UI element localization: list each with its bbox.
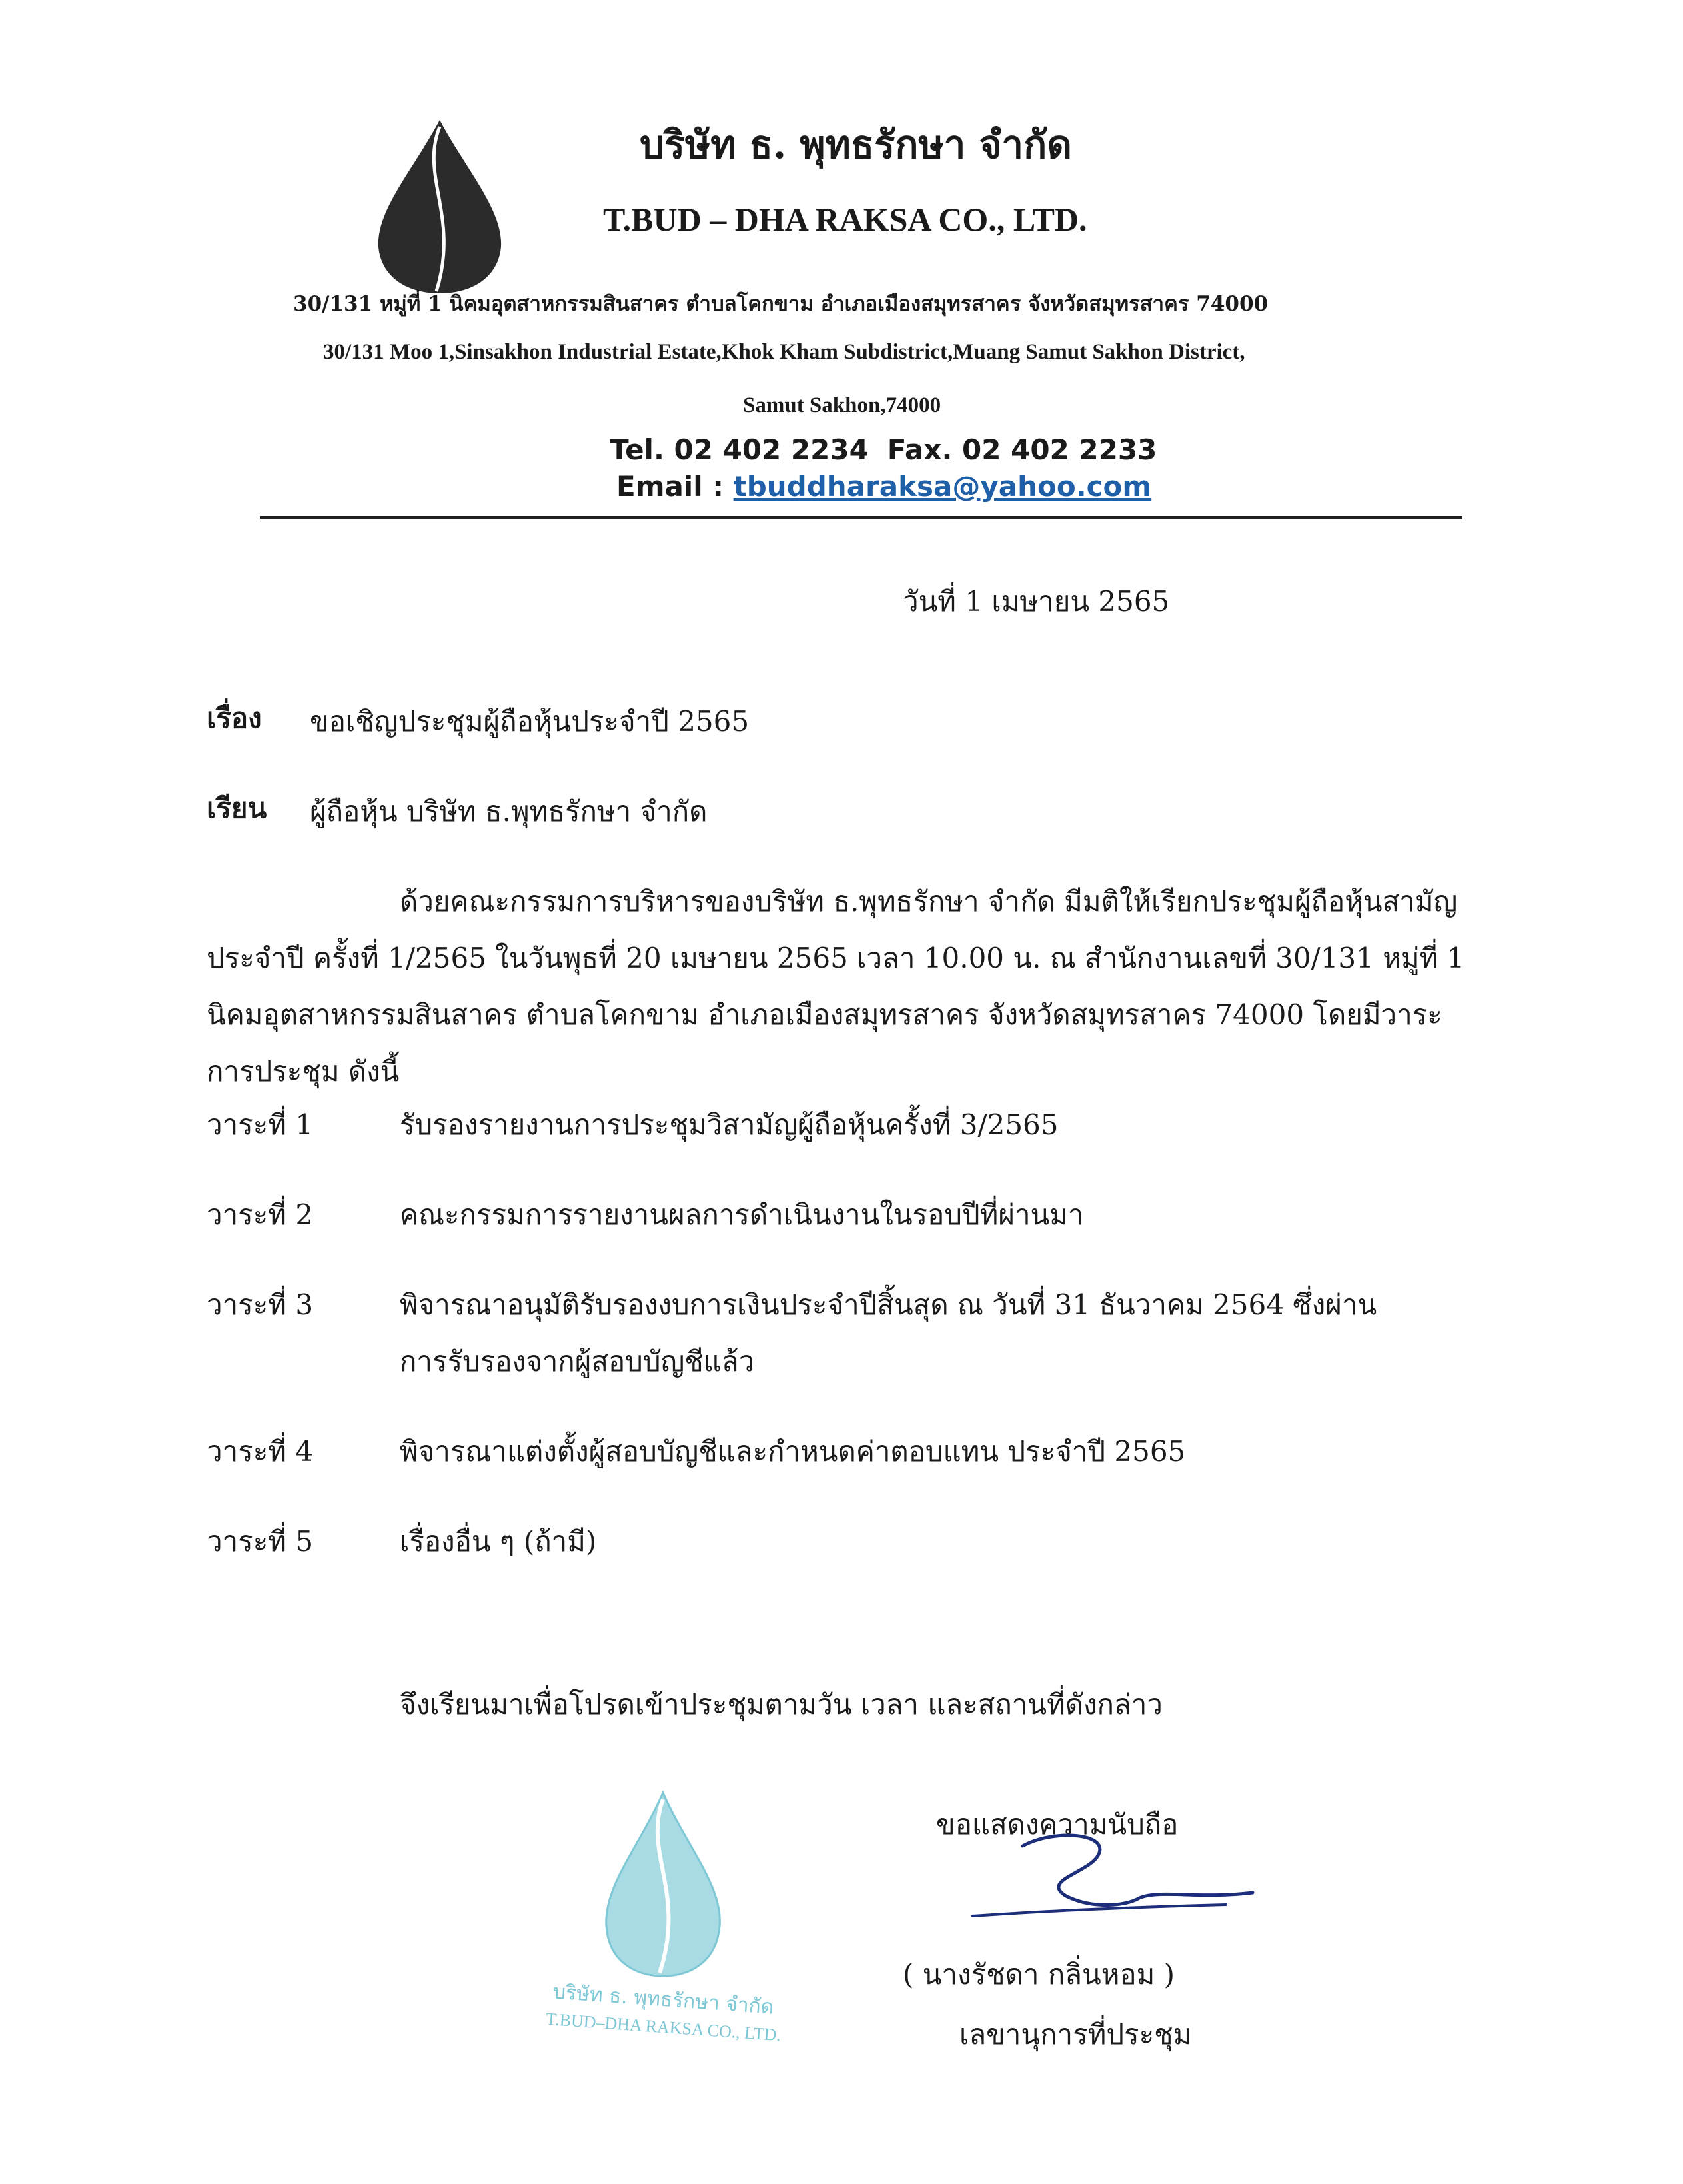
stamp-text-th: บริษัท ธ. พุทธรักษา จำกัด [552, 1980, 775, 2019]
agenda-text: คณะกรรมการรายงานผลการดำเนินงานในรอบปีที่ผ่านมา [400, 1198, 1084, 1231]
email-link[interactable]: tbuddharaksa@yahoo.com [733, 470, 1152, 503]
closing-text: จึงเรียนมาเพื่อโปรดเข้าประชุมตามวัน เวลา และสถานที่ดังกล่าว [400, 1688, 1163, 1721]
regards-text: ขอแสดงความนับถือ [936, 1808, 1179, 1841]
agenda-text: พิจารณาอนุมัติรับรองงบการเงินประจำปีสิ้นสุด ณ วันที่ 31 ธันวาคม 2564 ซึ่งผ่าน [400, 1288, 1377, 1321]
agenda-text: พิจารณาแต่งตั้งผู้สอบบัญชีและกำหนดค่าตอบแทน ประจำปี 2565 [400, 1435, 1186, 1468]
letterhead-divider [260, 516, 1462, 519]
handwritten-signature-icon [959, 1826, 1259, 1939]
recipient-label: เรียน [207, 792, 267, 824]
agenda-text: รับรองรายงานการประชุมวิสามัญผู้ถือหุ้นครั้งที่ 3/2565 [400, 1108, 1059, 1141]
signer-name: ( นางรัชดา กลิ่นหอม ) [903, 1958, 1175, 1991]
letter-date: วันที่ 1 เมษายน 2565 [903, 585, 1170, 618]
agenda-text-continued: การรับรองจากผู้สอบบัญชีแล้ว [400, 1345, 755, 1378]
address-th: 30/131 หมู่ที่ 1 นิคมอุตสาหกรรมสินสาคร ตำบลโคกขาม อำเภอเมืองสมุทรสาคร จังหวัดสมุทรสาคร 74000 [293, 292, 1269, 316]
address-en-line1: 30/131 Moo 1,Sinsakhon Industrial Estate,Khok Kham Subdistrict,Muang Samut Sakhon District, [323, 340, 1245, 364]
body-line: ประจำปี ครั้งที่ 1/2565 ในวันพุธที่ 20 เมษายน 2565 เวลา 10.00 น. ณ สำนักงานเลขที่ 30/131 หมู่ที่ 1 [207, 942, 1465, 974]
company-name-en: T.BUD – DHA RAKSA CO., LTD. [603, 201, 1087, 238]
body-line: ด้วยคณะกรรมการบริหารของบริษัท ธ.พุทธรักษา จำกัด มีมติให้เรียกประชุมผู้ถือหุ้นสามัญ [400, 885, 1458, 918]
agenda-text: เรื่องอื่น ๆ (ถ้ามี) [400, 1525, 597, 1558]
company-name-th: บริษัท ธ. พุทธรักษา จำกัด [640, 122, 1072, 167]
subject-text: ขอเชิญประชุมผู้ถือหุ้นประจำปี 2565 [310, 705, 750, 738]
body-line: นิคมอุตสาหกรรมสินสาคร ตำบลโคกขาม อำเภอเมืองสมุทรสาคร จังหวัดสมุทรสาคร 74000 โดยมีวาระ [207, 998, 1442, 1031]
agenda-number: วาระที่ 1 [207, 1108, 314, 1141]
agenda-number: วาระที่ 5 [207, 1525, 314, 1558]
agenda-number: วาระที่ 2 [207, 1198, 314, 1231]
contact-email-line [616, 470, 1151, 503]
contact-phone-line [610, 433, 1175, 466]
water-drop-logo-icon [373, 117, 506, 297]
agenda-number: วาระที่ 4 [207, 1435, 314, 1468]
subject-label: เรื่อง [207, 702, 262, 734]
address-en-line2: Samut Sakhon,74000 [743, 393, 941, 417]
signer-position: เลขานุการที่ประชุม [959, 2018, 1192, 2051]
company-stamp-icon [520, 1773, 800, 2053]
fax-number: Fax. 02 402 2233 [887, 433, 1157, 466]
body-line: การประชุม ดังนี้ [207, 1055, 400, 1088]
recipient-text: ผู้ถือหุ้น บริษัท ธ.พุทธรักษา จำกัด [310, 795, 708, 828]
stamp-text-en: T.BUD–DHA RAKSA CO., LTD. [545, 2009, 782, 2045]
email-label: Email : [616, 470, 724, 503]
tel-number: Tel. 02 402 2234 [610, 433, 869, 466]
agenda-number: วาระที่ 3 [207, 1288, 314, 1321]
